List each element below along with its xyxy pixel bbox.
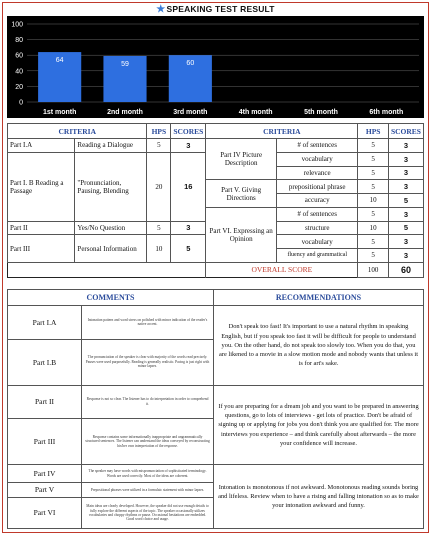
star-icon: ★ xyxy=(156,4,166,15)
part-3-label: Part III xyxy=(8,235,75,263)
page-title xyxy=(0,4,431,15)
bar-value-label: 60 xyxy=(186,60,195,68)
bar-value-label: 64 xyxy=(55,57,64,65)
y-tick-label: 60 xyxy=(15,52,23,60)
overall-row xyxy=(8,262,424,277)
comment-text: Response contains some informationally inappropriate and ungrammatically structured sentences. The listener can understand the ideas conveyed by reconstructing his/her own interpretation of the response. xyxy=(82,419,214,465)
part-5-hps: 5 xyxy=(358,180,389,194)
part-4-score: 3 xyxy=(388,139,423,153)
part-5-item: prepositional phrase xyxy=(277,180,358,194)
part-1a-score: 3 xyxy=(171,139,206,153)
criteria-table xyxy=(7,123,424,278)
y-tick-label: 20 xyxy=(15,83,23,91)
comment-text: Intonation pattern and word stress on polished with minor indication of the reader's native accent. xyxy=(82,306,214,340)
part-6-score: 5 xyxy=(388,221,423,235)
part-6-item: # of sentences xyxy=(277,207,358,221)
part-6-hps: 5 xyxy=(358,207,389,221)
part-6-score: 3 xyxy=(388,235,423,249)
comment-part-label: Part II xyxy=(8,385,82,419)
scores-header-right: SCORES xyxy=(388,124,423,139)
comment-part-label: Part V xyxy=(8,482,82,497)
chart-svg xyxy=(7,16,424,118)
overall-hps: 100 xyxy=(358,262,389,277)
criteria-row xyxy=(8,139,424,153)
part-5-label: Part V. Giving Directions xyxy=(206,180,277,208)
part-1a-label: Part I.A xyxy=(8,139,75,153)
overall-spacer xyxy=(8,262,206,277)
comment-text: Main ideas are clearly developed. However, the speaker did not use enough details to fully explore the different aspects of the topic. The speaker occasionally utilizes vocabularies and choppy rhythms or pause. Occasional hesitations are embedded. Good word choice and usage. xyxy=(82,497,214,528)
hps-header-left: HPS xyxy=(147,124,171,139)
part-6-item: vocabulary xyxy=(277,235,358,249)
part-6-hps: 5 xyxy=(358,235,389,249)
part-4-hps: 5 xyxy=(358,152,389,166)
part-1a-hps: 5 xyxy=(147,139,171,153)
part-4-item: vocabulary xyxy=(277,152,358,166)
comment-text: Response is not so clear. The listener has to do interpretation in order to comprehend it. xyxy=(82,385,214,419)
part-1b-item: "Pronunciation, Pausing, Blending xyxy=(75,152,147,221)
part-6-item: structure xyxy=(277,221,358,235)
part-4-label: Part IV Picture Description xyxy=(206,139,277,180)
part-2-hps: 5 xyxy=(147,221,171,235)
comment-part-label: Part IV xyxy=(8,465,82,483)
part-1b-hps: 20 xyxy=(147,152,171,221)
part-2-item: Yes/No Question xyxy=(75,221,147,235)
part-6-score: 3 xyxy=(388,207,423,221)
overall-score-label: OVERALL SCORE xyxy=(206,262,358,277)
part-1b-score: 16 xyxy=(171,152,206,221)
x-tick-label: 4th month xyxy=(238,109,273,116)
part-4-hps: 5 xyxy=(358,166,389,180)
part-4-item: relevance xyxy=(277,166,358,180)
part-4-score: 3 xyxy=(388,166,423,180)
y-tick-label: 0 xyxy=(19,99,23,107)
comment-row xyxy=(8,385,424,419)
comment-text: Prepositional phrases were utilized in a formulaic statement with minor lapses. xyxy=(82,482,214,497)
part-6-label: Part VI. Expressing an Opinion xyxy=(206,207,277,262)
part-5-score: 5 xyxy=(388,194,423,208)
y-tick-label: 100 xyxy=(11,21,23,29)
part-2-score: 3 xyxy=(171,221,206,235)
part-5-score: 3 xyxy=(388,180,423,194)
y-tick-label: 80 xyxy=(15,37,23,45)
bar-value-label: 59 xyxy=(121,60,129,68)
part-4-item: # of sentences xyxy=(277,139,358,153)
y-tick-label: 40 xyxy=(15,68,23,76)
part-3-item: Personal Information xyxy=(75,235,147,263)
part-6-hps: 5 xyxy=(358,249,389,263)
part-1b-label: Part I. B Reading a Passage xyxy=(8,152,75,221)
hps-header-right: HPS xyxy=(358,124,389,139)
score-chart xyxy=(7,16,424,118)
comments-table xyxy=(7,289,424,529)
part-3-score: 5 xyxy=(171,235,206,263)
part-1a-item: Reading a Dialogue xyxy=(75,139,147,153)
scores-header-left: SCORES xyxy=(171,124,206,139)
x-tick-label: 6th month xyxy=(369,109,404,116)
comment-row xyxy=(8,465,424,483)
title-text: SPEAKING TEST RESULT xyxy=(166,4,275,14)
x-tick-label: 2nd month xyxy=(107,109,143,116)
comment-part-label: Part III xyxy=(8,419,82,465)
part-6-item: fluency and grammatical xyxy=(277,249,358,263)
x-tick-label: 1st month xyxy=(42,109,77,116)
recommendations-header: RECOMMENDATIONS xyxy=(214,290,424,306)
x-tick-label: 5th month xyxy=(304,109,338,116)
part-4-score: 3 xyxy=(388,152,423,166)
recommendation-text: Don't speak too fast! It's important to use a natural rhythm in speaking English, but if you speak too fast it will be difficult for people to understand you. On the other hand, do not speak too slowly too. When you do that, you are likened to a movie in a slow motion mode and nobody wants that unless it is for art's sake. xyxy=(214,306,424,386)
criteria-header-left: CRITERIA xyxy=(8,124,147,139)
comments-header: COMMENTS xyxy=(8,290,214,306)
comment-part-label: Part I.B xyxy=(8,339,82,385)
overall-score: 60 xyxy=(388,262,423,277)
part-6-hps: 10 xyxy=(358,221,389,235)
part-6-score: 3 xyxy=(388,249,423,263)
comments-header-row xyxy=(8,290,424,306)
part-4-hps: 5 xyxy=(358,139,389,153)
x-tick-label: 3rd month xyxy=(173,109,208,116)
criteria-header-right: CRITERIA xyxy=(206,124,358,139)
part-5-hps: 10 xyxy=(358,194,389,208)
comment-row xyxy=(8,306,424,340)
part-3-hps: 10 xyxy=(147,235,171,263)
comment-text: The pronunciation of the speaker is clear with majority of the words read precisely. Pauses were used purposefully. Reading is generally realistic. Pacing is just right with minor lapses. xyxy=(82,339,214,385)
part-5-item: accuracy xyxy=(277,194,358,208)
comment-part-label: Part I.A xyxy=(8,306,82,340)
comment-text: The speaker may have words with mispronunciation of sophisticated terminology. Words are used correctly. Most of the ideas are coherent. xyxy=(82,465,214,483)
criteria-header-row xyxy=(8,124,424,139)
comment-part-label: Part VI xyxy=(8,497,82,528)
recommendation-text: If you are preparing for a dream job and you want to be prepared in answering questions, go to lots of interviews - get lots of practice. Don't be afraid of signing up or applying for jobs you don't think you are qualified for. The more interviews you experience – and think carefully about afterwards – the more your confidence will increase. xyxy=(214,385,424,465)
part-2-label: Part II xyxy=(8,221,75,235)
recommendation-text: Intonation is monotonous if not awkward. Monotonous reading sounds boring and lifeless. Review when to have a rising and falling intonation so as to make your intonation awkward and funny. xyxy=(214,465,424,529)
